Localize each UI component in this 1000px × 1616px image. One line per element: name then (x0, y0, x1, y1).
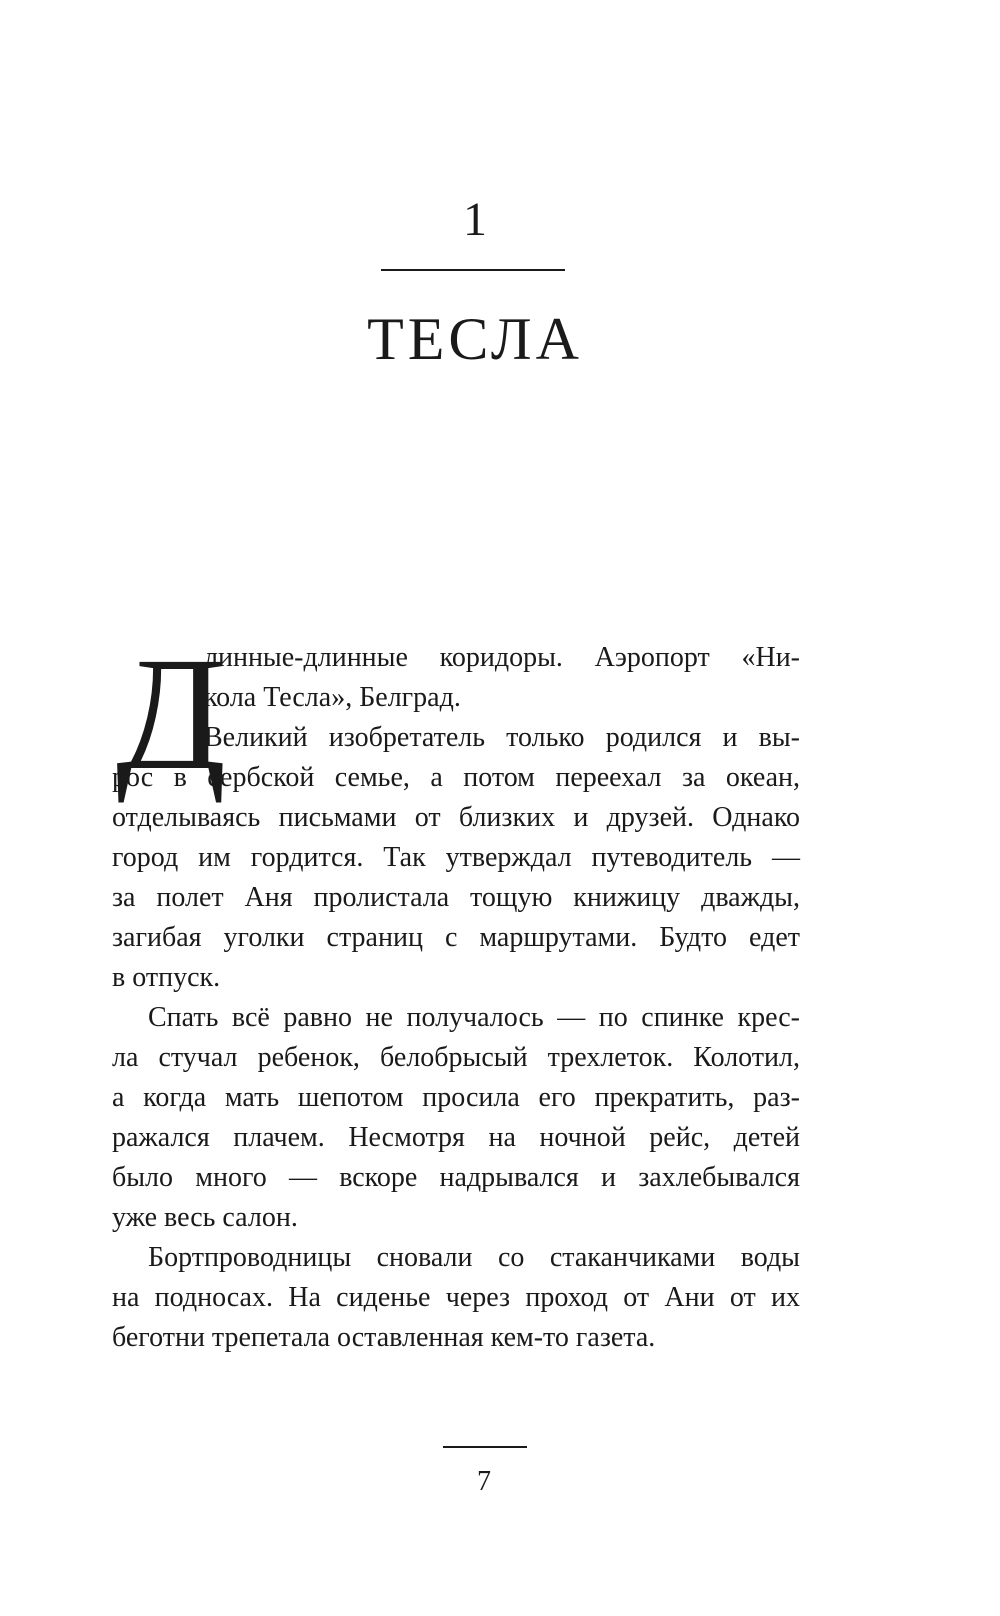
drop-cap: Д (116, 625, 227, 804)
text-line: за полет Аня пролистала тощую книжицу дважды, (112, 882, 800, 913)
page-number: 7 (477, 1466, 491, 1497)
text-line: Бортпроводницы сновали со стаканчиками воды (148, 1242, 800, 1273)
text-line: кола Тесла», Белград. (204, 682, 461, 713)
chapter-divider (381, 269, 565, 271)
text-line: Великий изобретатель только родился и вы- (204, 722, 800, 753)
text-line: линные-длинные коридоры. Аэропорт «Ни- (204, 642, 800, 673)
text-line: в отпуск. (112, 962, 221, 993)
chapter-title: ТЕСЛА (367, 306, 583, 372)
text-line: загибая уголки страниц с маршрутами. Будто едет (112, 922, 800, 953)
chapter-number: 1 (463, 193, 487, 246)
text-line: на подносах. На сиденье через проход от Ани от их (112, 1282, 800, 1313)
text-line: а когда мать шепотом просила его прекратить, раз- (112, 1082, 800, 1113)
text-line: ла стучал ребенок, белобрысый трехлеток. Колотил, (112, 1042, 800, 1073)
text-line: город им гордится. Так утверждал путеводитель — (112, 842, 800, 873)
text-line: было много — вскоре надрывался и захлебывался (112, 1162, 800, 1193)
text-line: беготни трепетала оставленная кем-то газета. (112, 1322, 656, 1353)
text-line: уже весь салон. (112, 1202, 298, 1233)
text-line: отделываясь письмами от близких и друзей. Однако (112, 802, 800, 833)
text-line: рос в сербской семье, а потом переехал за океан, (112, 762, 800, 793)
text-line: ражался плачем. Несмотря на ночной рейс, детей (112, 1122, 800, 1153)
folio-divider (443, 1446, 527, 1448)
text-line: Спать всё равно не получалось — по спинке крес- (148, 1002, 800, 1033)
